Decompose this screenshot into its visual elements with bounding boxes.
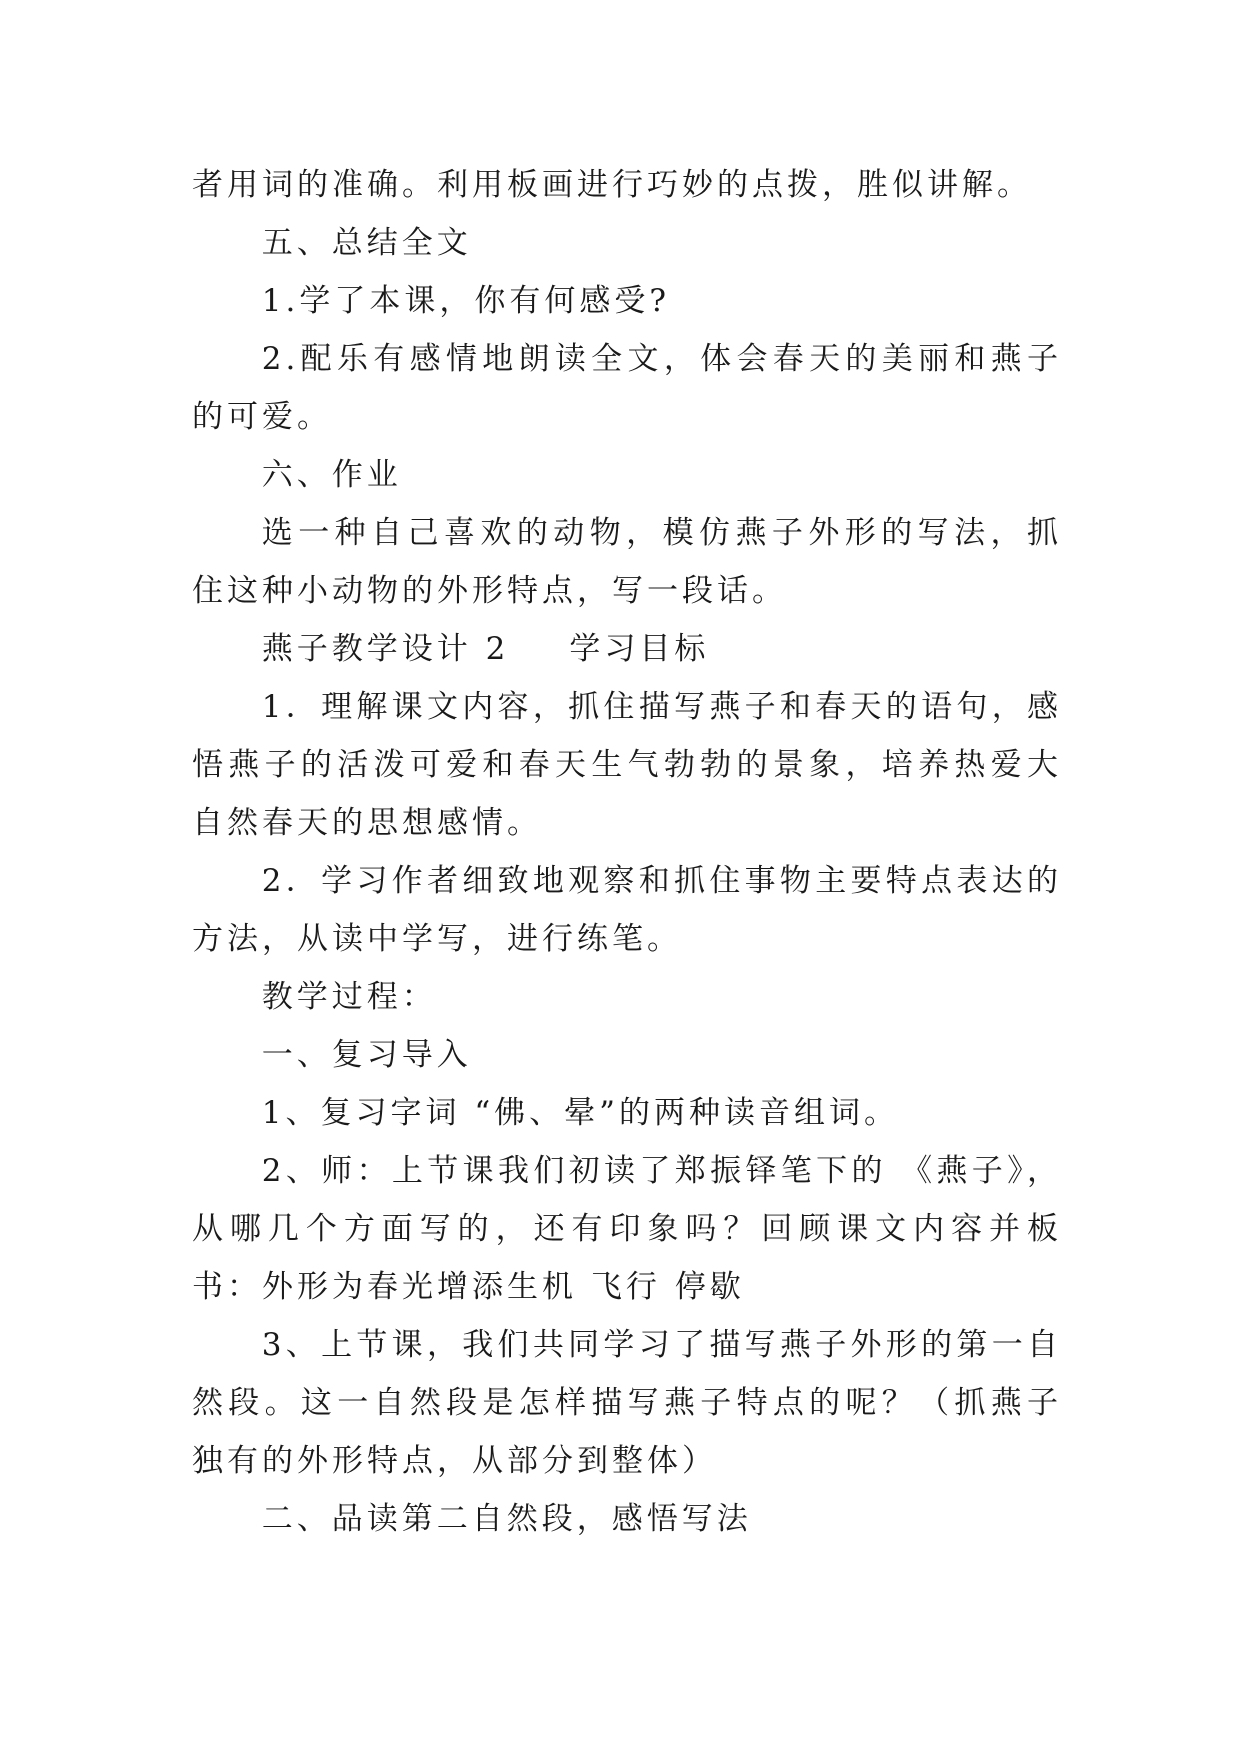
objective-item: 2．学习作者细致地观察和抓住事物主要特点表达的方法，从读中学写，进行练笔。 [192,863,1062,957]
paragraph-continuation: 者用词的准确。利用板画进行巧妙的点拨，胜似讲解。 [192,167,1032,203]
section-heading-review: 一、复习导入 [261,1037,472,1073]
section-heading-summary: 五、总结全文 [261,225,472,261]
design-title: 燕子教学设计 2 [261,631,510,667]
paragraph-homework: 选一种自己喜欢的动物，模仿燕子外形的写法，抓住这种小动物的外形特点，写一段话。 [192,515,1062,609]
paragraph-item: 1、复习字词 “佛、晕”的两种读音组词。 [261,1095,900,1131]
paragraph-item: 3、上节课，我们共同学习了描写燕子外形的第一自然段。这一自然段是怎样描写燕子特点的呢？（抓燕子独有的外形特点，从部分到整体） [192,1327,1062,1479]
paragraph-item: 2.配乐有感情地朗读全文，体会春天的美丽和燕子的可爱。 [192,341,1062,435]
objective-item: 1．理解课文内容，抓住描写燕子和春天的语句，感悟燕子的活泼可爱和春天生气勃勃的景象，培养热爱大自然春天的思想感情。 [192,689,1062,841]
paragraph-item: 2、师：上节课我们初读了郑振铎笔下的 《燕子》，从哪几个方面写的，还有印象吗？回顾课文内容并板书：外形为春光增添生机 飞行 停歇 [192,1153,1062,1305]
section-heading-process: 教学过程： [261,979,437,1015]
section-heading-homework: 六、作业 [261,457,402,493]
design-heading [192,620,1062,678]
design-subtitle: 学习目标 [569,631,710,667]
document-body [192,156,1062,1548]
section-heading-reading: 二、品读第二自然段，感悟写法 [261,1501,752,1537]
paragraph-item: 1.学了本课，你有何感受? [261,283,670,319]
